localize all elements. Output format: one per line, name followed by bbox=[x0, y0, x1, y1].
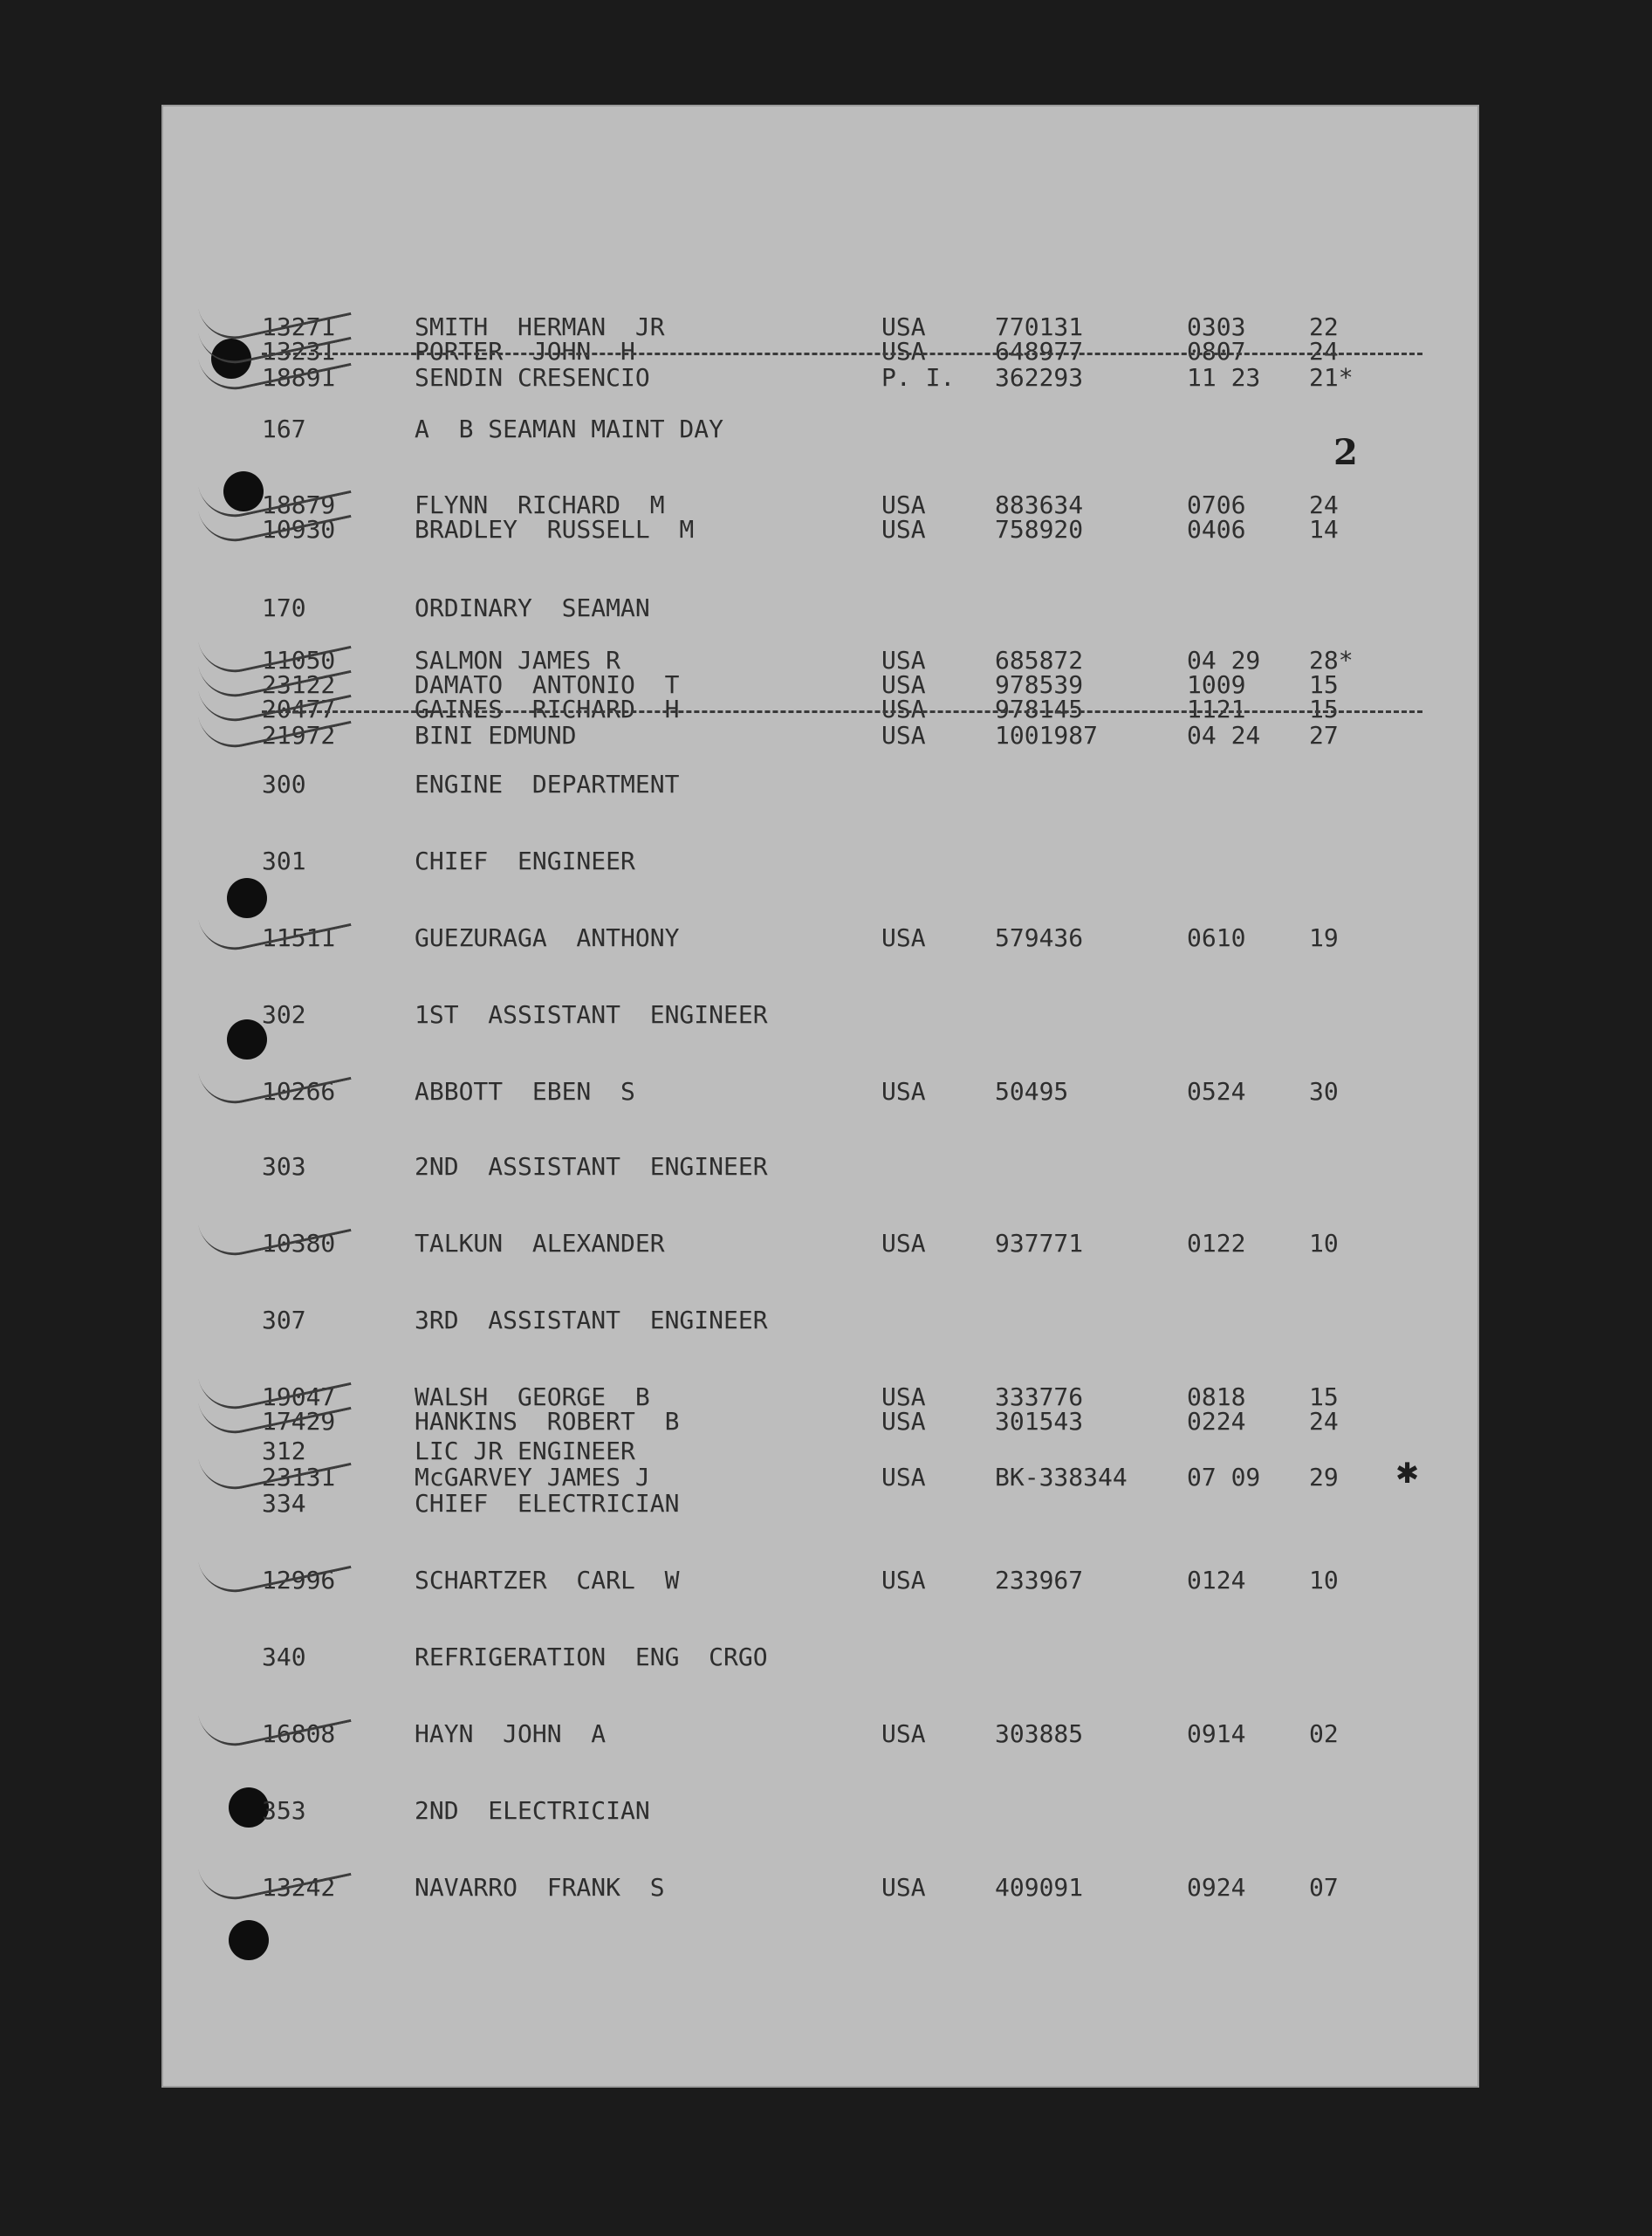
crew-number: 13271 bbox=[262, 312, 336, 341]
section-title: 2ND ASSISTANT ENGINEER bbox=[415, 1152, 768, 1181]
crew-nationality: USA bbox=[881, 1719, 926, 1748]
crew-age: 24 bbox=[1309, 490, 1339, 519]
page-number: 2 bbox=[1333, 432, 1358, 473]
crew-document-number: 301543 bbox=[995, 1407, 1084, 1436]
section-code: 167 bbox=[262, 415, 306, 443]
crew-number: 20477 bbox=[262, 695, 336, 724]
crew-date: 1121 bbox=[1187, 695, 1246, 724]
crew-document-number: 362293 bbox=[995, 363, 1084, 392]
crew-document-number: 648977 bbox=[995, 337, 1084, 366]
crew-name: SMITH HERMAN JR bbox=[415, 312, 665, 341]
crew-nationality: USA bbox=[881, 1229, 926, 1258]
section-code: 353 bbox=[262, 1796, 306, 1825]
crew-document-number: BK-338344 bbox=[995, 1463, 1128, 1492]
section-code: 303 bbox=[262, 1152, 306, 1181]
crew-nationality: P. I. bbox=[881, 363, 956, 392]
crew-number: 17429 bbox=[262, 1407, 336, 1436]
crew-document-number: 685872 bbox=[995, 646, 1084, 675]
crew-name: HANKINS ROBERT B bbox=[415, 1407, 680, 1436]
crew-number: 12996 bbox=[262, 1566, 336, 1595]
crew-date: 0924 bbox=[1187, 1873, 1246, 1902]
crew-name: NAVARRO FRANK S bbox=[415, 1873, 665, 1902]
section-title: 3RD ASSISTANT ENGINEER bbox=[415, 1306, 768, 1334]
crew-document-number: 333776 bbox=[995, 1382, 1084, 1411]
section-title: CHIEF ENGINEER bbox=[415, 847, 635, 875]
crew-row bbox=[262, 515, 1396, 550]
crew-date: 0807 bbox=[1187, 337, 1246, 366]
crew-nationality: USA bbox=[881, 721, 926, 750]
section-code: 302 bbox=[262, 1000, 306, 1029]
crew-age: 21* bbox=[1309, 363, 1354, 392]
crew-date: 1009 bbox=[1187, 670, 1246, 699]
crew-row bbox=[262, 923, 1396, 958]
crew-date: 0610 bbox=[1187, 923, 1246, 952]
crew-number: 10930 bbox=[262, 515, 336, 544]
section-title: ORDINARY SEAMAN bbox=[415, 593, 650, 622]
crew-row bbox=[262, 363, 1396, 398]
crew-name: McGARVEY JAMES J bbox=[415, 1463, 650, 1492]
section-title: CHIEF ELECTRICIAN bbox=[415, 1489, 680, 1518]
crew-document-number: 883634 bbox=[995, 490, 1084, 519]
crew-number: 16808 bbox=[262, 1719, 336, 1748]
crew-document-number: 303885 bbox=[995, 1719, 1084, 1748]
crew-nationality: USA bbox=[881, 1873, 926, 1902]
crew-date: 0706 bbox=[1187, 490, 1246, 519]
crew-number: 13231 bbox=[262, 337, 336, 366]
crew-document-number: 758920 bbox=[995, 515, 1084, 544]
crew-number: 10266 bbox=[262, 1077, 336, 1106]
crew-name: HAYN JOHN A bbox=[415, 1719, 607, 1748]
crew-date: 0124 bbox=[1187, 1566, 1246, 1595]
crew-date: 11 23 bbox=[1187, 363, 1261, 392]
section-code: 170 bbox=[262, 593, 306, 622]
crew-nationality: USA bbox=[881, 515, 926, 544]
crew-name: TALKUN ALEXANDER bbox=[415, 1229, 665, 1258]
crew-date: 0122 bbox=[1187, 1229, 1246, 1258]
section-title: 1ST ASSISTANT ENGINEER bbox=[415, 1000, 768, 1029]
crew-age: 02 bbox=[1309, 1719, 1339, 1748]
crew-nationality: USA bbox=[881, 923, 926, 952]
crew-number: 18891 bbox=[262, 363, 336, 392]
crew-name: GUEZURAGA ANTHONY bbox=[415, 923, 680, 952]
crew-date: 04 29 bbox=[1187, 646, 1261, 675]
crew-nationality: USA bbox=[881, 1463, 926, 1492]
crew-name: FLYNN RICHARD M bbox=[415, 490, 665, 519]
crew-age: 15 bbox=[1309, 1382, 1339, 1411]
crew-nationality: USA bbox=[881, 1077, 926, 1106]
crew-age: 27 bbox=[1309, 721, 1339, 750]
crew-date: 04 24 bbox=[1187, 721, 1261, 750]
crew-age: 28* bbox=[1309, 646, 1354, 675]
crew-name: DAMATO ANTONIO T bbox=[415, 670, 680, 699]
crew-age: 29 bbox=[1309, 1463, 1339, 1492]
crew-document-number: 770131 bbox=[995, 312, 1084, 341]
punch-hole bbox=[229, 1920, 269, 1960]
crew-age: 24 bbox=[1309, 337, 1339, 366]
crew-date: 0406 bbox=[1187, 515, 1246, 544]
crew-row bbox=[262, 721, 1396, 756]
crew-number: 19047 bbox=[262, 1382, 336, 1411]
crew-date: 0914 bbox=[1187, 1719, 1246, 1748]
crew-name: SCHARTZER CARL W bbox=[415, 1566, 680, 1595]
section-code: 340 bbox=[262, 1643, 306, 1671]
crew-number: 23122 bbox=[262, 670, 336, 699]
section-code: 307 bbox=[262, 1306, 306, 1334]
crew-age: 30 bbox=[1309, 1077, 1339, 1106]
section-title: 2ND ELECTRICIAN bbox=[415, 1796, 650, 1825]
crew-row bbox=[262, 1873, 1396, 1908]
crew-number: 11511 bbox=[262, 923, 336, 952]
crew-name: BRADLEY RUSSELL M bbox=[415, 515, 695, 544]
crew-date: 0303 bbox=[1187, 312, 1246, 341]
crew-date: 07 09 bbox=[1187, 1463, 1261, 1492]
section-code: 301 bbox=[262, 847, 306, 875]
crew-document-number: 50495 bbox=[995, 1077, 1069, 1106]
crew-number: 10380 bbox=[262, 1229, 336, 1258]
crew-name: BINI EDMUND bbox=[415, 721, 577, 750]
crew-number: 13242 bbox=[262, 1873, 336, 1902]
section-title: REFRIGERATION ENG CRGO bbox=[415, 1643, 768, 1671]
crew-nationality: USA bbox=[881, 646, 926, 675]
crew-row bbox=[262, 1566, 1396, 1601]
crew-age: 19 bbox=[1309, 923, 1339, 952]
crew-date: 0818 bbox=[1187, 1382, 1246, 1411]
crew-nationality: USA bbox=[881, 695, 926, 724]
crew-age: 15 bbox=[1309, 695, 1339, 724]
section-title: ENGINE DEPARTMENT bbox=[415, 770, 680, 799]
crew-age: 07 bbox=[1309, 1873, 1339, 1902]
crew-row bbox=[262, 1077, 1396, 1112]
crew-date: 0224 bbox=[1187, 1407, 1246, 1436]
section-title: LIC JR ENGINEER bbox=[415, 1437, 635, 1465]
crew-name: PORTER JOHN H bbox=[415, 337, 635, 366]
crew-age: 14 bbox=[1309, 515, 1339, 544]
crew-nationality: USA bbox=[881, 312, 926, 341]
crew-nationality: USA bbox=[881, 337, 926, 366]
crew-age: 15 bbox=[1309, 670, 1339, 699]
crew-document-number: 937771 bbox=[995, 1229, 1084, 1258]
crew-nationality: USA bbox=[881, 490, 926, 519]
section-code: 334 bbox=[262, 1489, 306, 1518]
crew-age: 10 bbox=[1309, 1229, 1339, 1258]
crew-row bbox=[262, 1229, 1396, 1264]
crew-document-number: 233967 bbox=[995, 1566, 1084, 1595]
crew-age: 10 bbox=[1309, 1566, 1339, 1595]
section-code: 312 bbox=[262, 1437, 306, 1465]
crew-name: GAINES RICHARD H bbox=[415, 695, 680, 724]
crew-nationality: USA bbox=[881, 1407, 926, 1436]
handwritten-asterisk: ✱ bbox=[1396, 1449, 1419, 1492]
crew-nationality: USA bbox=[881, 1382, 926, 1411]
crew-name: SENDIN CRESENCIO bbox=[415, 363, 650, 392]
crew-date: 0524 bbox=[1187, 1077, 1246, 1106]
crew-document-number: 1001987 bbox=[995, 721, 1099, 750]
crew-document-number: 978539 bbox=[995, 670, 1084, 699]
crew-document-number: 579436 bbox=[995, 923, 1084, 952]
crew-age: 24 bbox=[1309, 1407, 1339, 1436]
crew-number: 11050 bbox=[262, 646, 336, 675]
crew-row bbox=[262, 1719, 1396, 1754]
crew-number: 18879 bbox=[262, 490, 336, 519]
crew-number: 23131 bbox=[262, 1463, 336, 1492]
crew-document-number: 978145 bbox=[995, 695, 1084, 724]
section-code: 300 bbox=[262, 770, 306, 799]
crew-age: 22 bbox=[1309, 312, 1339, 341]
crew-name: ABBOTT EBEN S bbox=[415, 1077, 635, 1106]
crew-name: WALSH GEORGE B bbox=[415, 1382, 650, 1411]
section-title: A B SEAMAN MAINT DAY bbox=[415, 415, 724, 443]
crew-number: 21972 bbox=[262, 721, 336, 750]
crew-nationality: USA bbox=[881, 670, 926, 699]
crew-nationality: USA bbox=[881, 1566, 926, 1595]
crew-name: SALMON JAMES R bbox=[415, 646, 621, 675]
crew-document-number: 409091 bbox=[995, 1873, 1084, 1902]
